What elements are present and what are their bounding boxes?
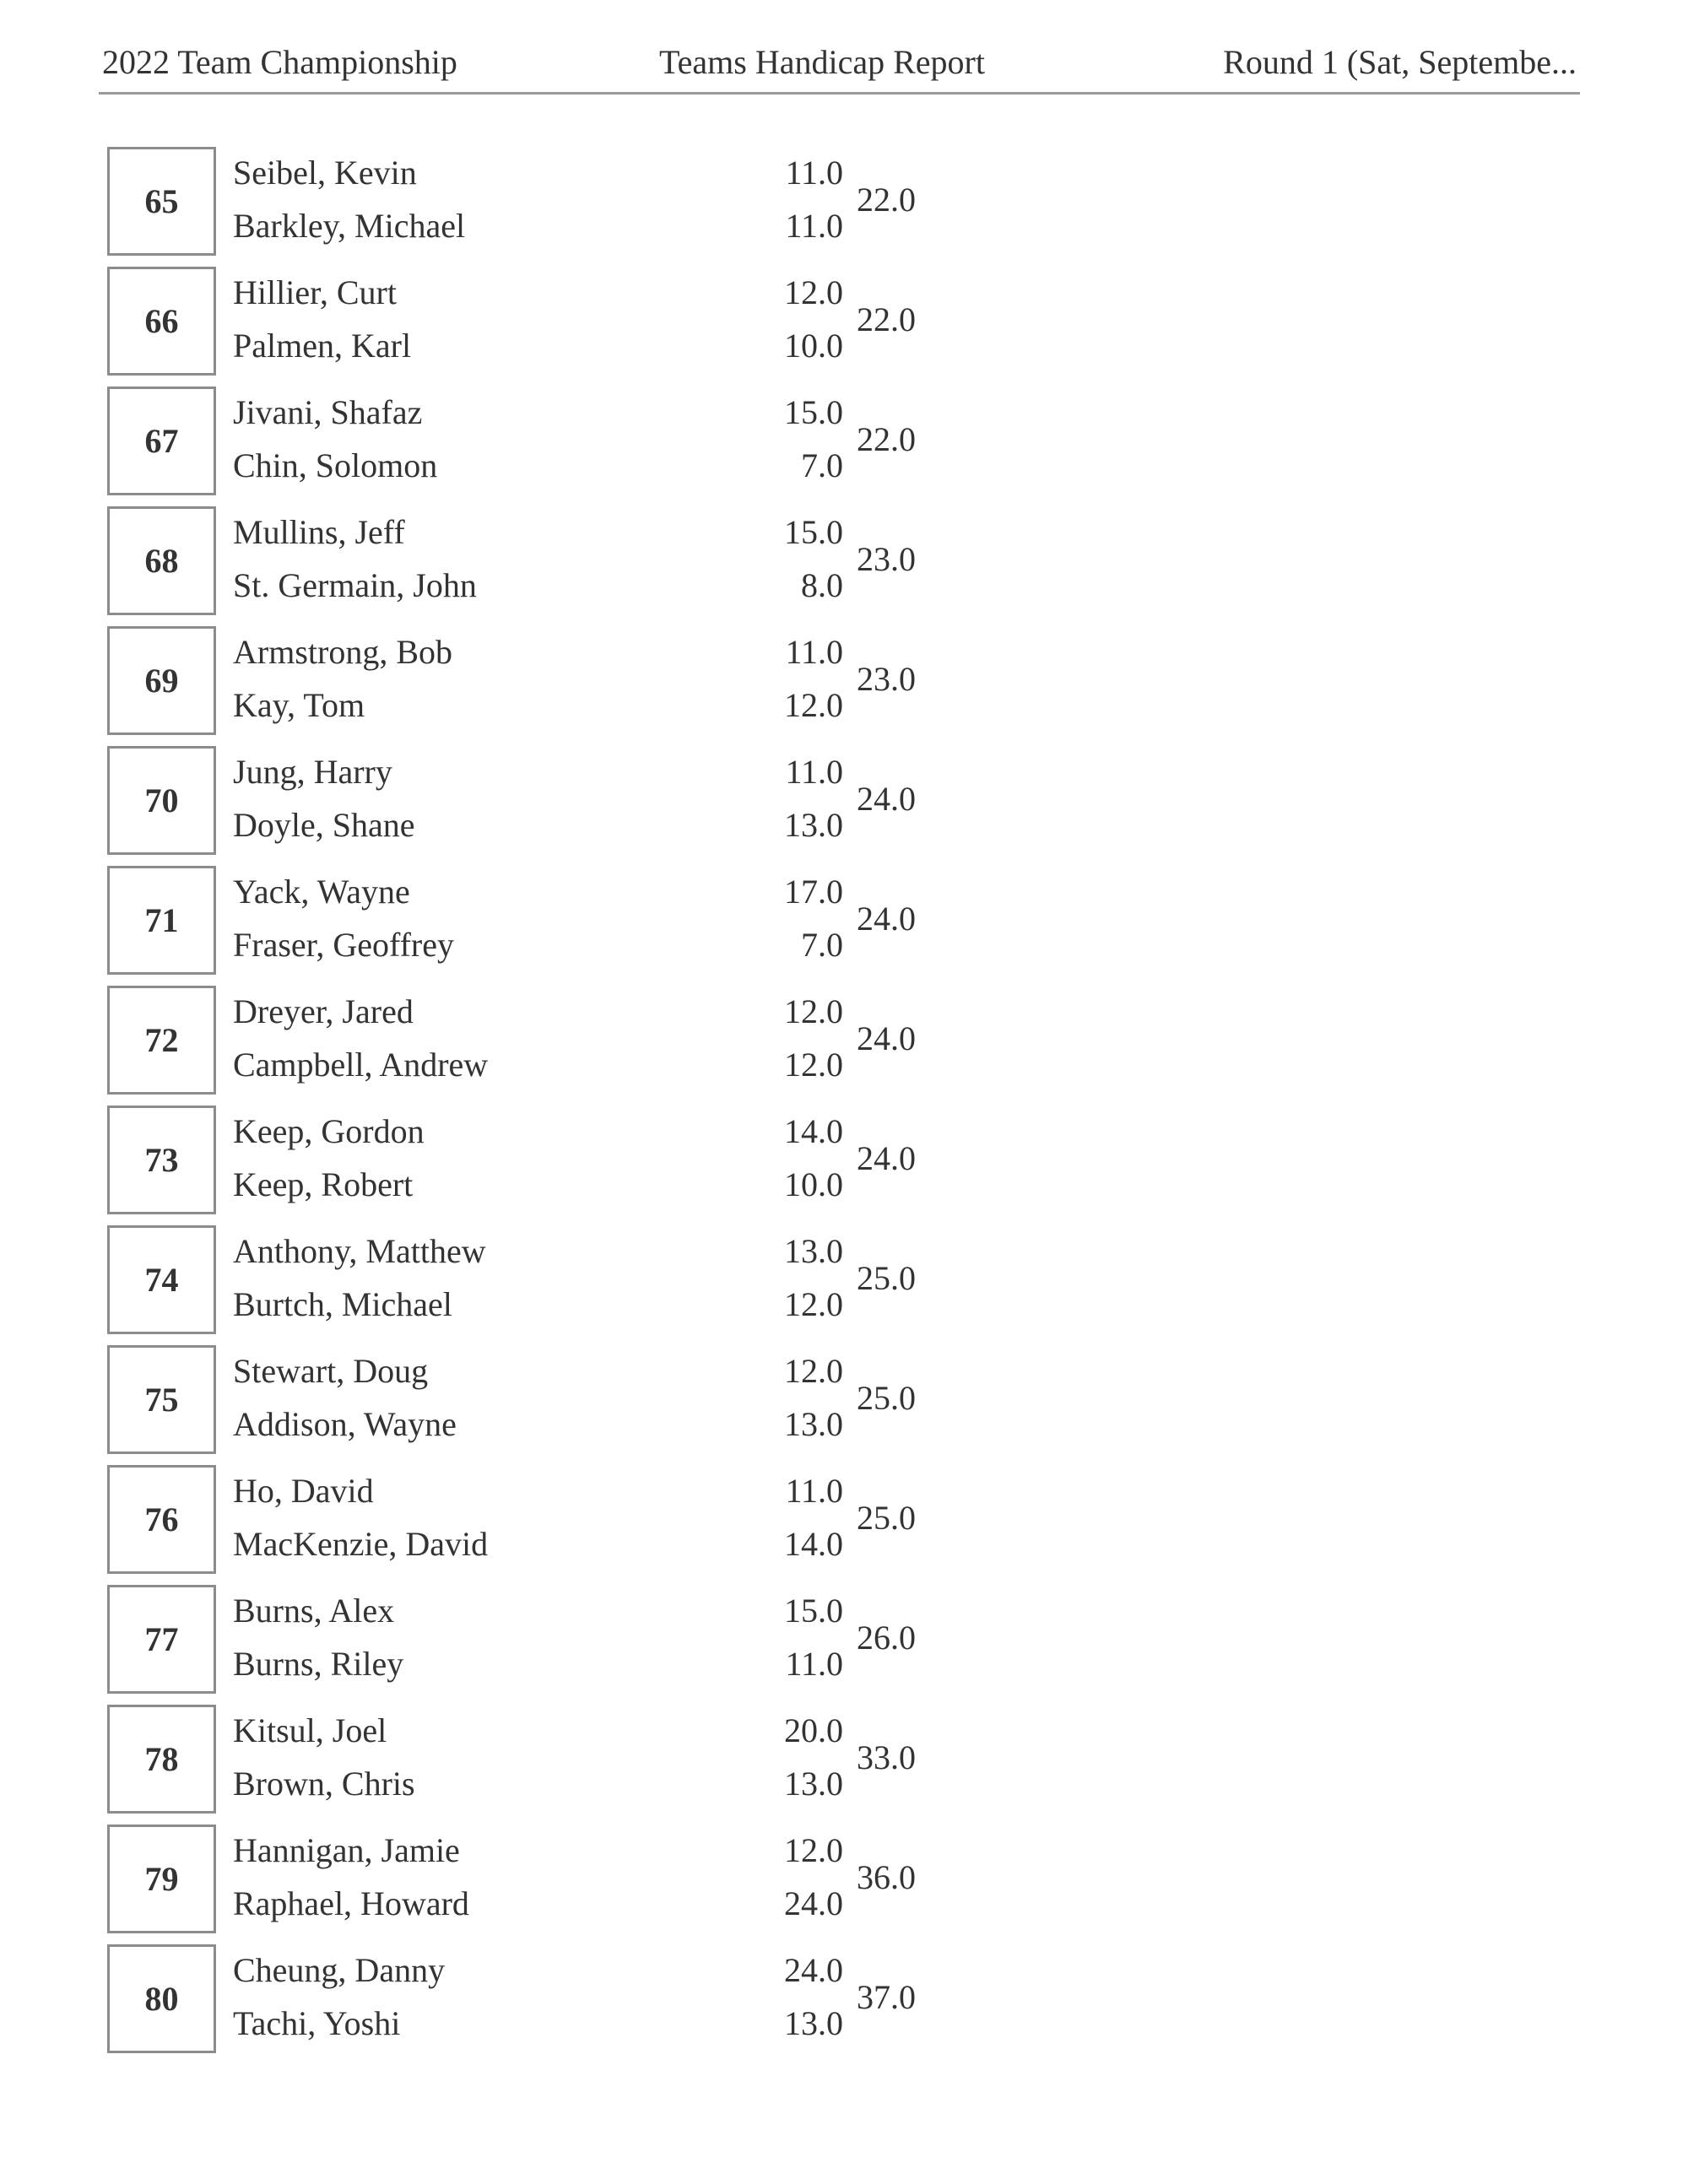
team-row bbox=[107, 1825, 916, 1933]
player-name: Raphael, Howard bbox=[233, 1884, 469, 1922]
team-row bbox=[107, 866, 916, 975]
team-number: 75 bbox=[107, 1345, 216, 1454]
team-total-handicap: 24.0 bbox=[857, 900, 916, 938]
team-row bbox=[107, 746, 916, 855]
team-total-handicap: 33.0 bbox=[857, 1738, 916, 1776]
player-handicap: 11.0 bbox=[785, 633, 843, 671]
player-name: Armstrong, Bob bbox=[233, 633, 452, 671]
player-name: MacKenzie, David bbox=[233, 1525, 489, 1563]
team-row bbox=[107, 1585, 916, 1694]
teams-list bbox=[107, 147, 916, 2064]
team-number: 68 bbox=[107, 506, 216, 615]
player-handicap: 8.0 bbox=[801, 566, 843, 604]
player-handicap: 14.0 bbox=[784, 1112, 843, 1150]
player-handicap: 12.0 bbox=[784, 1352, 843, 1390]
player-name: Jung, Harry bbox=[233, 753, 392, 791]
player-name: Cheung, Danny bbox=[233, 1951, 446, 1989]
player-handicap: 15.0 bbox=[784, 513, 843, 551]
player-name: Brown, Chris bbox=[233, 1765, 415, 1803]
player-handicap: 10.0 bbox=[784, 1165, 843, 1203]
team-total-handicap: 24.0 bbox=[857, 780, 916, 818]
team-total-handicap: 22.0 bbox=[857, 420, 916, 458]
team-number: 69 bbox=[107, 626, 216, 735]
player-handicap: 24.0 bbox=[784, 1951, 843, 1989]
player-name: Chin, Solomon bbox=[233, 446, 438, 484]
player-handicap: 14.0 bbox=[784, 1525, 843, 1563]
team-row bbox=[107, 267, 916, 376]
round-label: Round 1 (Sat, Septembe... bbox=[1223, 43, 1577, 81]
team-total-handicap: 22.0 bbox=[857, 181, 916, 219]
player-name: Stewart, Doug bbox=[233, 1352, 429, 1390]
player-name: Anthony, Matthew bbox=[233, 1232, 486, 1270]
team-row bbox=[107, 1465, 916, 1574]
team-total-handicap: 23.0 bbox=[857, 540, 916, 578]
player-name: Mullins, Jeff bbox=[233, 513, 405, 551]
player-handicap: 13.0 bbox=[784, 2004, 843, 2042]
player-name: Barkley, Michael bbox=[233, 207, 466, 245]
team-number: 79 bbox=[107, 1825, 216, 1933]
team-total-handicap: 26.0 bbox=[857, 1619, 916, 1657]
player-handicap: 12.0 bbox=[784, 1046, 843, 1084]
player-handicap: 24.0 bbox=[784, 1884, 843, 1922]
team-total-handicap: 22.0 bbox=[857, 300, 916, 338]
player-handicap: 7.0 bbox=[801, 446, 843, 484]
player-handicap: 7.0 bbox=[801, 926, 843, 964]
player-handicap: 11.0 bbox=[785, 1472, 843, 1510]
player-handicap: 11.0 bbox=[785, 753, 843, 791]
player-name: Fraser, Geoffrey bbox=[233, 926, 454, 964]
team-number: 66 bbox=[107, 267, 216, 376]
team-number: 71 bbox=[107, 866, 216, 975]
team-number: 70 bbox=[107, 746, 216, 855]
team-number: 80 bbox=[107, 1944, 216, 2053]
team-total-handicap: 24.0 bbox=[857, 1139, 916, 1177]
player-handicap: 12.0 bbox=[784, 1285, 843, 1323]
player-name: Addison, Wayne bbox=[233, 1405, 457, 1443]
event-title: 2022 Team Championship bbox=[102, 43, 457, 81]
team-number: 78 bbox=[107, 1705, 216, 1814]
player-handicap: 12.0 bbox=[784, 686, 843, 724]
player-handicap: 15.0 bbox=[784, 1592, 843, 1630]
player-handicap: 12.0 bbox=[784, 1831, 843, 1869]
player-name: Jivani, Shafaz bbox=[233, 393, 423, 431]
player-name: Keep, Robert bbox=[233, 1165, 414, 1203]
player-name: Yack, Wayne bbox=[233, 873, 410, 911]
player-handicap: 12.0 bbox=[784, 273, 843, 311]
player-handicap: 11.0 bbox=[785, 1645, 843, 1683]
player-name: Kay, Tom bbox=[233, 686, 365, 724]
player-name: Hannigan, Jamie bbox=[233, 1831, 460, 1869]
team-total-handicap: 23.0 bbox=[857, 660, 916, 698]
player-name: Keep, Gordon bbox=[233, 1112, 425, 1150]
player-handicap: 13.0 bbox=[784, 1232, 843, 1270]
player-handicap: 12.0 bbox=[784, 992, 843, 1030]
team-number: 65 bbox=[107, 147, 216, 256]
player-name: Dreyer, Jared bbox=[233, 992, 414, 1030]
team-row bbox=[107, 1106, 916, 1214]
team-number: 67 bbox=[107, 387, 216, 495]
team-total-handicap: 36.0 bbox=[857, 1858, 916, 1896]
report-title: Teams Handicap Report bbox=[659, 43, 985, 81]
team-number: 77 bbox=[107, 1585, 216, 1694]
player-handicap: 13.0 bbox=[784, 1765, 843, 1803]
player-handicap: 10.0 bbox=[784, 327, 843, 365]
team-total-handicap: 37.0 bbox=[857, 1978, 916, 2016]
team-row bbox=[107, 506, 916, 615]
player-name: St. Germain, John bbox=[233, 566, 477, 604]
team-row bbox=[107, 387, 916, 495]
player-name: Burns, Riley bbox=[233, 1645, 404, 1683]
team-total-handicap: 24.0 bbox=[857, 1019, 916, 1057]
team-total-handicap: 25.0 bbox=[857, 1259, 916, 1297]
player-name: Kitsul, Joel bbox=[233, 1711, 387, 1749]
player-handicap: 11.0 bbox=[785, 154, 843, 192]
team-number: 72 bbox=[107, 986, 216, 1095]
player-handicap: 17.0 bbox=[784, 873, 843, 911]
team-row bbox=[107, 147, 916, 256]
player-name: Doyle, Shane bbox=[233, 806, 415, 844]
player-name: Burtch, Michael bbox=[233, 1285, 452, 1323]
player-name: Ho, David bbox=[233, 1472, 374, 1510]
player-name: Hillier, Curt bbox=[233, 273, 397, 311]
team-row bbox=[107, 1705, 916, 1814]
player-handicap: 15.0 bbox=[784, 393, 843, 431]
player-name: Tachi, Yoshi bbox=[233, 2004, 401, 2042]
player-handicap: 20.0 bbox=[784, 1711, 843, 1749]
player-handicap: 13.0 bbox=[784, 806, 843, 844]
team-row bbox=[107, 1345, 916, 1454]
team-row bbox=[107, 1944, 916, 2053]
team-row bbox=[107, 986, 916, 1095]
player-name: Campbell, Andrew bbox=[233, 1046, 489, 1084]
team-row bbox=[107, 1225, 916, 1334]
player-name: Burns, Alex bbox=[233, 1592, 395, 1630]
team-number: 76 bbox=[107, 1465, 216, 1574]
player-name: Seibel, Kevin bbox=[233, 154, 417, 192]
team-row bbox=[107, 626, 916, 735]
player-name: Palmen, Karl bbox=[233, 327, 412, 365]
team-total-handicap: 25.0 bbox=[857, 1499, 916, 1537]
team-number: 74 bbox=[107, 1225, 216, 1334]
player-handicap: 13.0 bbox=[784, 1405, 843, 1443]
team-total-handicap: 25.0 bbox=[857, 1379, 916, 1417]
report-header bbox=[99, 34, 1580, 95]
team-number: 73 bbox=[107, 1106, 216, 1214]
player-handicap: 11.0 bbox=[785, 207, 843, 245]
